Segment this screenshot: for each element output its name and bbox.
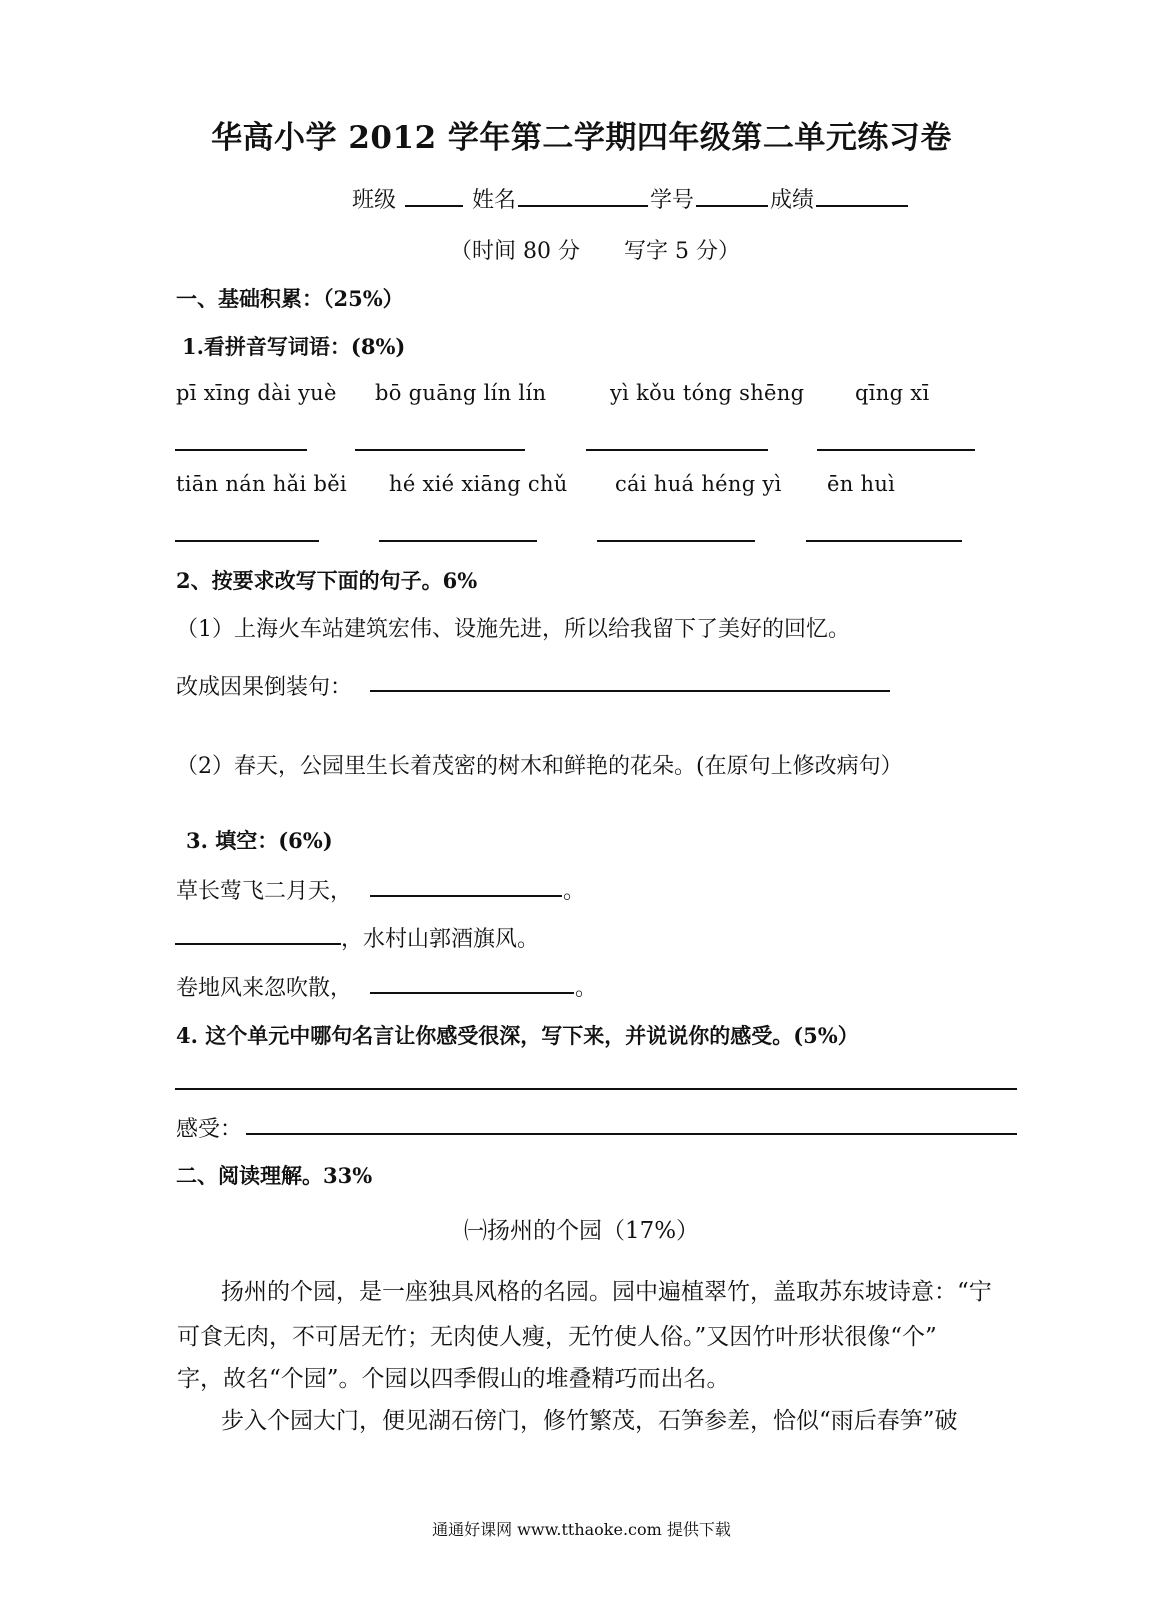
passage-line: 字，故名“个园”。个园以四季假山的堆叠精巧而出名。 <box>177 1366 730 1392</box>
q3-line-3-text: 卷地风来忽吹散， <box>176 976 353 1001</box>
id-blank[interactable] <box>696 185 768 207</box>
q1-heading: 1.看拼音写词语：(8%) <box>182 334 406 359</box>
answer-line[interactable] <box>246 1133 1017 1135</box>
pinyin-item: pī xīng dài yuè <box>176 381 337 405</box>
q3-line-2-text: ，水村山郭酒旗风。 <box>341 927 540 952</box>
answer-line[interactable] <box>370 690 890 692</box>
pinyin-item: tiān nán hǎi běi <box>176 472 347 496</box>
answer-line[interactable] <box>175 540 319 542</box>
student-info-row <box>352 183 910 214</box>
q2-prompt: 改成因果倒装句： <box>176 675 353 700</box>
pinyin-item: cái huá héng yì <box>615 472 782 496</box>
answer-line[interactable] <box>817 449 975 451</box>
name-blank[interactable] <box>518 185 648 207</box>
answer-line[interactable] <box>379 540 537 542</box>
q3-line-1-end: 。 <box>563 879 586 904</box>
section1-heading: 一、基础积累：（25%） <box>176 286 404 311</box>
score-label: 成绩 <box>770 188 815 213</box>
q2-sentence-1: （1）上海火车站建筑宏伟、设施先进，所以给我留下了美好的回忆。 <box>176 617 850 642</box>
class-blank[interactable] <box>405 185 463 207</box>
q3-line-1-text: 草长莺飞二月天， <box>176 879 353 904</box>
answer-line[interactable] <box>370 992 574 994</box>
answer-line[interactable] <box>175 943 341 945</box>
page-title: 华高小学 2012 学年第二学期四年级第二单元练习卷 <box>211 120 952 156</box>
answer-line[interactable] <box>806 540 962 542</box>
pinyin-item: qīng xī <box>855 381 930 405</box>
pinyin-item: ēn huì <box>827 472 896 496</box>
name-label: 姓名 <box>472 188 517 213</box>
time-note: （时间 80 分 写字 5 分） <box>450 239 740 264</box>
q4-feel-label: 感受： <box>176 1117 243 1142</box>
pinyin-item: bō guāng lín lín <box>375 381 547 405</box>
q3-line-3-end: 。 <box>575 976 598 1001</box>
answer-line[interactable] <box>597 540 755 542</box>
answer-line[interactable] <box>355 449 525 451</box>
section2-heading: 二、阅读理解。33% <box>176 1163 373 1188</box>
class-label: 班级 <box>352 188 397 213</box>
pinyin-item: hé xié xiāng chǔ <box>389 472 568 496</box>
pinyin-item: yì kǒu tóng shēng <box>610 381 805 405</box>
q2-heading: 2、按要求改写下面的句子。6% <box>176 568 478 593</box>
q4-heading: 4. 这个单元中哪句名言让你感受很深，写下来，并说说你的感受。(5%） <box>176 1023 859 1048</box>
passage-title: ㈠扬州的个园（17%） <box>463 1218 700 1244</box>
answer-line[interactable] <box>586 449 768 451</box>
passage-line: 可食无肉，不可居无竹；无肉使人瘦，无竹使人俗。”又因竹叶形状很像“个” <box>177 1324 937 1350</box>
footer-credit: 通通好课网 www.tthaoke.com 提供下载 <box>432 1520 731 1539</box>
answer-line[interactable] <box>370 895 562 897</box>
id-label: 学号 <box>650 188 695 213</box>
answer-line[interactable] <box>175 1088 1017 1090</box>
q3-heading: 3. 填空：(6%) <box>186 828 333 853</box>
score-blank[interactable] <box>816 185 908 207</box>
answer-line[interactable] <box>175 449 307 451</box>
passage-line: 扬州的个园，是一座独具风格的名园。园中遍植翠竹，盖取苏东坡诗意：“宁 <box>221 1279 992 1305</box>
passage-line: 步入个园大门，便见湖石傍门，修竹繁茂，石笋参差，恰似“雨后春笋”破 <box>221 1408 958 1434</box>
q2-sentence-2: （2）春天，公园里生长着茂密的树木和鲜艳的花朵。(在原句上修改病句） <box>176 754 903 779</box>
